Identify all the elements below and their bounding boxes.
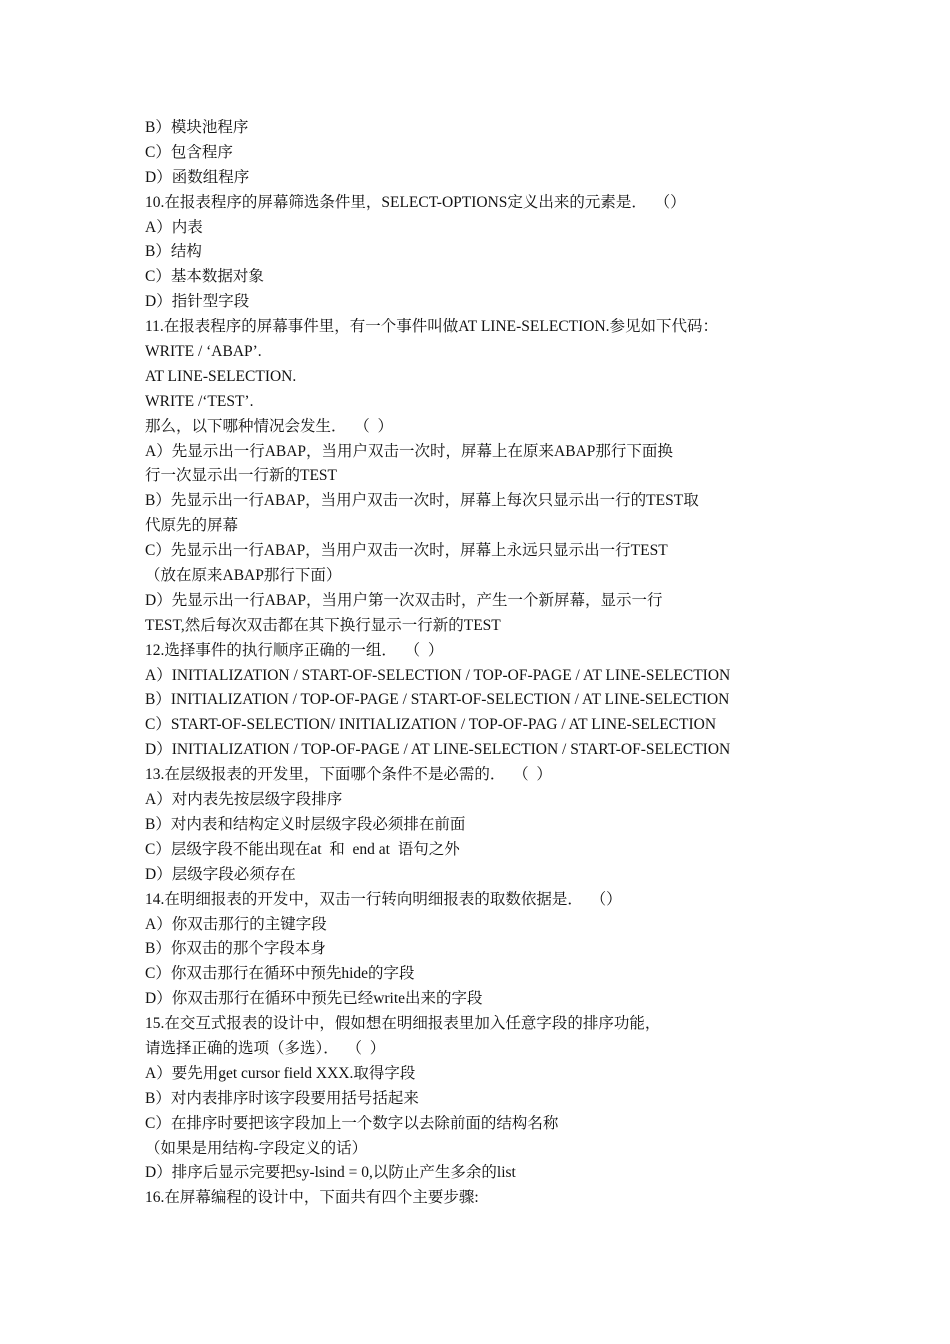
question-10: 10.在报表程序的屏幕筛选条件里，SELECT-OPTIONS定义出来的元素是． （） — [145, 193, 686, 211]
option-line: B）你双击的那个字段本身 — [145, 940, 326, 958]
option-line: B）模块池程序 — [145, 119, 249, 136]
option-line: C）层级字段不能出现在at 和 end at 语句之外 — [145, 840, 460, 858]
option-line: A）先显示出一行ABAP，当用户双击一次时，屏幕上在原来ABAP那行下面换 — [145, 442, 673, 460]
option-line: A）内表 — [145, 218, 203, 236]
option-line: A）要先用get cursor field XXX.取得字段 — [145, 1064, 416, 1082]
option-line: D）排序后显示完要把sy-lsind = 0,以防止产生多余的list — [145, 1164, 516, 1182]
question-text: 那么，以下哪种情况会发生． （ ） — [145, 417, 394, 435]
question-13: 13.在层级报表的开发里，下面哪个条件不是必需的． （ ） — [145, 766, 552, 784]
option-line: D）指针型字段 — [145, 293, 250, 311]
option-line: C）包含程序 — [145, 143, 233, 161]
option-line: A）你双击那行的主键字段 — [145, 915, 327, 933]
option-line: D）先显示出一行ABAP，当用户第一次双击时，产生一个新屏幕，显示一行 — [145, 591, 663, 609]
code-line: WRITE /‘TEST’. — [145, 392, 254, 410]
option-line: D）函数组程序 — [145, 168, 250, 186]
option-line: A）INITIALIZATION / START-OF-SELECTION / TOP-OF-PAGE / AT LINE-SELECTION — [145, 666, 731, 684]
question-11: 11.在报表程序的屏幕事件里，有一个事件叫做AT LINE-SELECTION.参见如下代码： — [145, 318, 719, 336]
option-line: （放在原来ABAP那行下面） — [145, 567, 342, 585]
option-line: C）START-OF-SELECTION/ INITIALIZATION / TOP-OF-PAG / AT LINE-SELECTION — [145, 716, 717, 734]
option-line: D）INITIALIZATION / TOP-OF-PAGE / AT LINE-SELECTION / START-OF-SELECTION — [145, 741, 731, 759]
option-line: C）基本数据对象 — [145, 268, 264, 286]
option-line: B）先显示出一行ABAP，当用户双击一次时，屏幕上每次只显示出一行的TEST取 — [145, 492, 699, 510]
option-line: 代原先的屏幕 — [145, 517, 239, 535]
option-line: B）对内表排序时该字段要用括号括起来 — [145, 1089, 419, 1107]
option-line: D）层级字段必须存在 — [145, 865, 296, 883]
option-line: B）结构 — [145, 243, 202, 261]
question-text: 请选择正确的选项（多选）． （ ） — [145, 1039, 386, 1057]
option-line: A）对内表先按层级字段排序 — [145, 791, 343, 809]
document-page — [145, 116, 925, 1211]
option-line: B）对内表和结构定义时层级字段必须排在前面 — [145, 815, 466, 833]
option-line: TEST,然后每次双击都在其下换行显示一行新的TEST — [145, 616, 501, 634]
question-14: 14.在明细报表的开发中，双击一行转向明细报表的取数依据是． （） — [145, 890, 622, 908]
option-line: D）你双击那行在循环中预先已经write出来的字段 — [145, 990, 483, 1008]
option-line: C）先显示出一行ABAP，当用户双击一次时，屏幕上永远只显示出一行TEST — [145, 542, 668, 560]
question-16: 16.在屏幕编程的设计中，下面共有四个主要步骤: — [145, 1189, 479, 1207]
option-line: C）在排序时要把该字段加上一个数字以去除前面的结构名称 — [145, 1114, 559, 1132]
option-line: C）你双击那行在循环中预先hide的字段 — [145, 965, 415, 983]
option-line: B）INITIALIZATION / TOP-OF-PAGE / START-OF-SELECTION / AT LINE-SELECTION — [145, 691, 730, 709]
code-line: AT LINE-SELECTION. — [145, 367, 297, 385]
question-12: 12.选择事件的执行顺序正确的一组． （ ） — [145, 641, 444, 659]
option-line: 行一次显示出一行新的TEST — [145, 467, 338, 485]
question-15: 15.在交互式报表的设计中，假如想在明细报表里加入任意字段的排序功能， — [145, 1015, 661, 1033]
option-line: （如果是用结构-字段定义的话） — [145, 1139, 368, 1157]
code-line: WRITE / ‘ABAP’. — [145, 343, 262, 361]
